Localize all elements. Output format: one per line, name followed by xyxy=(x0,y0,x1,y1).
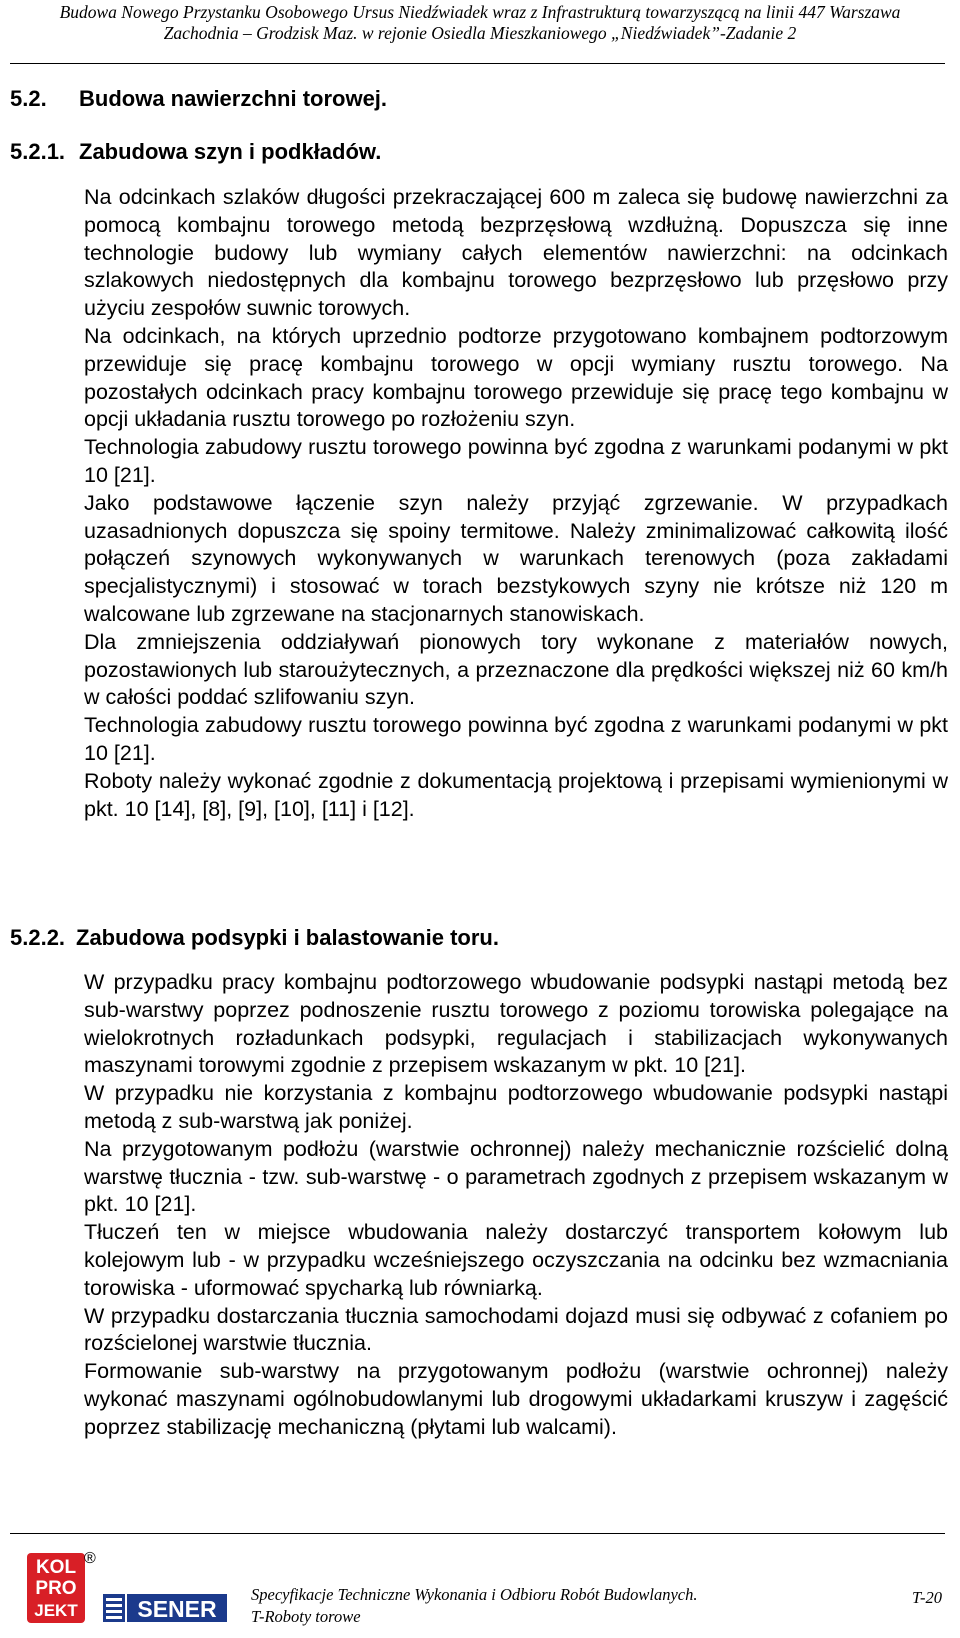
kolprojekt-logo-line: KOL xyxy=(35,1557,77,1578)
sener-mark-icon xyxy=(103,1594,125,1622)
paragraph: Na odcinkach szlaków długości przekraczającej 600 m zaleca się budowę nawierzchni za pomocą kombajnu torowego metodą bezprzęsłową wzdłużną. Dopuszcza się inne technologie budowy lub wymiany całych elementów nawierzchni: na odcinkach szlakowych niedostępnych dla kombajnu torowego bezprzęsłowo lub przęsłowo przy użyciu zespołów suwnic torowych. xyxy=(84,185,948,321)
paragraph: Technologia zabudowy rusztu torowego powinna być zgodna z warunkami podanymi w pkt 10 [21]. xyxy=(84,435,948,487)
sener-logo xyxy=(103,1591,229,1625)
section-title: Zabudowa szyn i podkładów. xyxy=(79,139,382,164)
paragraph: Dla zmniejszenia oddziaływań pionowych tory wykonane z materiałów nowych, pozostawionych lub staroużytecznych, a przeznaczone dla prędkości większej niż 60 km/h w całości poddać szlifowaniu szyn. xyxy=(84,629,948,710)
paragraph: Tłuczeń ten w miejsce wbudowania należy dostarczyć transportem kołowym lub kolejowym lub - w przypadku wcześniejszego oczyszczania na odcinku bez wzmacniania torowiska - uformować spycharką lub równiarką. xyxy=(84,1220,948,1300)
paragraph: Roboty należy wykonać zgodnie z dokumentacją projektową i przepisami wymienionymi w pkt. 10 [14], [8], [9], [10], [11] i [12]. xyxy=(84,768,948,821)
paragraph: W przypadku dostarczania tłucznia samochodami dojazd musi się odbywać z cofaniem po rozścielonej warstwie tłucznia. xyxy=(84,1303,948,1356)
paragraph: Technologia zabudowy rusztu torowego powinna być zgodna z warunkami podanymi w pkt 10 [21]. xyxy=(84,713,948,765)
header-line-1: Budowa Nowego Przystanku Osobowego Ursus Niedźwiadek wraz z Infrastrukturą towarzyszącą na linii 447 Warszawa xyxy=(59,2,901,22)
paragraph: Na odcinkach, na których uprzednio podtorze przygotowano kombajnem podtorzowym przewiduje się pracę kombajnu torowego w opcji wymiany rusztu torowego. Na pozostałych odcinkach pracy kombajnu torowego przewiduje się pracę tego kombajnu w opcji układania rusztu torowego po rozłożeniu szyn. xyxy=(84,323,948,432)
paragraph: Na przygotowanym podłożu (warstwie ochronnej) należy mechanicznie rozścielić dolną warstwę tłucznia - tzw. sub-warstwę - o parametrach zgodnych z przepisem wskazanym w pkt. 10 [21]. xyxy=(84,1136,948,1217)
kolprojekt-logo-line: JEKT xyxy=(34,1601,78,1620)
section-5-2-1-body xyxy=(84,184,948,823)
footer-divider xyxy=(10,1533,945,1534)
section-number: 5.2. xyxy=(10,86,47,111)
footer-line-2: T-Roboty torowe xyxy=(251,1607,361,1626)
sener-logo-text: SENER xyxy=(137,1596,217,1622)
section-title: Budowa nawierzchni torowej. xyxy=(79,86,388,111)
kolprojekt-logo xyxy=(27,1553,87,1623)
paragraph: Jako podstawowe łączenie szyn należy przyjąć zgrzewanie. W przypadkach uzasadnionych dopuszcza się spoiny termitowe. Należy zminimalizować całkowitą ilość połączeń szynowych wykonywanych w warunkach terenowych (poza zakładami specjalistycznymi) i stosować w torach bezstykowych szyny nie krótsze niż 120 m walcowane lub zgrzewane na stacjonarnych stanowiskach. xyxy=(84,490,948,626)
paragraph: W przypadku nie korzystania z kombajnu podtorzowego wbudowanie podsypki nastąpi metodą z sub-warstwą jak poniżej. xyxy=(84,1081,948,1133)
section-5-2-2-body xyxy=(84,969,948,1442)
footer-caption xyxy=(251,1584,697,1628)
paragraph: Formowanie sub-warstwy na przygotowanym podłożu (warstwie ochronnej) należy wykonać maszynami ogólnobudowlanymi lub drogowymi układarkami kruszyw i zagęścić poprzez stabilizację mechaniczną (płytami lub walcami). xyxy=(84,1359,948,1439)
section-number: 5.2.2. xyxy=(10,925,66,950)
kolprojekt-logo-line: PRO xyxy=(35,1578,77,1599)
registered-mark: ® xyxy=(84,1550,96,1567)
section-title: Zabudowa podsypki i balastowanie toru. xyxy=(76,925,499,950)
header-line-2: Zachodnia – Grodzisk Maz. w rejonie Osiedla Mieszkaniowego „Niedźwiadek”-Zadanie 2 xyxy=(163,23,797,43)
page-number: T-20 xyxy=(912,1588,942,1607)
footer-line-1: Specyfikacje Techniczne Wykonania i Odbioru Robót Budowlanych. xyxy=(251,1585,698,1604)
section-number: 5.2.1. xyxy=(10,139,66,164)
paragraph: W przypadku pracy kombajnu podtorzowego wbudowanie podsypki nastąpi metodą bez sub-warstwy poprzez podnoszenie rusztu torowego z poziomu torowiska polegające na wielokrotnych rozładunkach podsypki, regulacjach i stabilizacjach wykonywanych maszynami torowymi zgodnie z przepisem wskazanym w pkt. 10 [21]. xyxy=(84,970,948,1078)
header-divider xyxy=(10,63,945,64)
